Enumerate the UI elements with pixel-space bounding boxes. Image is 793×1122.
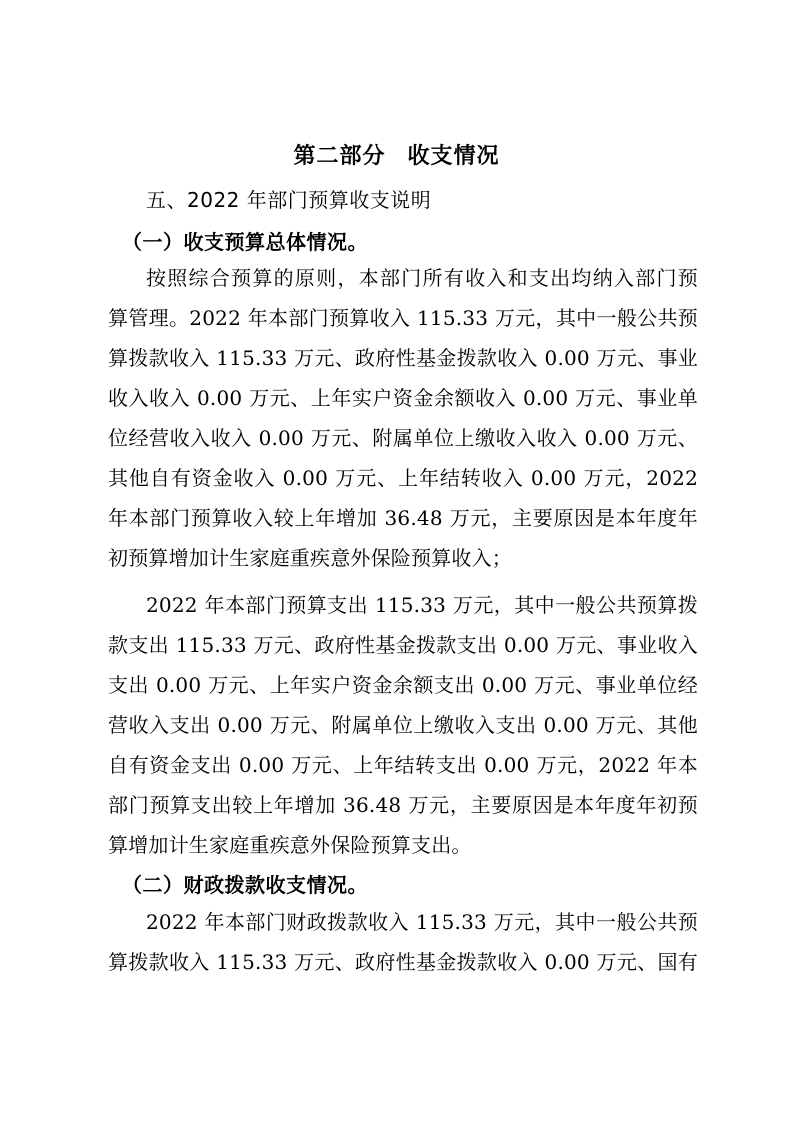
paragraph-1-line: 年本部门预算收入较上年增加 36.48 万元，主要原因是本年度年 bbox=[108, 506, 698, 530]
paragraph-1-line: 初预算增加计生家庭重疾意外保险预算收入； bbox=[108, 546, 512, 570]
section-heading: 五、2022 年部门预算收支说明 bbox=[146, 188, 432, 212]
paragraph-2-line: 算增加计生家庭重疾意外保险预算支出。 bbox=[108, 833, 472, 857]
paragraph-1-line: 算拨款收入 115.33 万元、政府性基金拨款收入 0.00 万元、事业 bbox=[108, 346, 698, 370]
title-part: 第二部分 bbox=[293, 143, 386, 169]
paragraph-2-line: 款支出 115.33 万元、政府性基金拨款支出 0.00 万元、事业收入 bbox=[108, 633, 698, 657]
paragraph-2-line: 自有资金支出 0.00 万元、上年结转支出 0.00 万元，2022 年本 bbox=[108, 753, 698, 777]
paragraph-3-line: 算拨款收入 115.33 万元、政府性基金拨款收入 0.00 万元、国有 bbox=[108, 950, 698, 974]
paragraph-2-line: 营收入支出 0.00 万元、附属单位上缴收入支出 0.00 万元、其他 bbox=[108, 713, 698, 737]
paragraph-2-line: 支出 0.00 万元、上年实户资金余额支出 0.00 万元、事业单位经 bbox=[108, 673, 698, 697]
page-title bbox=[0, 138, 793, 174]
paragraph-1-line: 收入收入 0.00 万元、上年实户资金余额收入 0.00 万元、事业单 bbox=[108, 386, 698, 410]
subsection-heading-1: （一）收支预算总体情况。 bbox=[122, 230, 368, 254]
paragraph-2-line: 部门预算支出较上年增加 36.48 万元，主要原因是本年度年初预 bbox=[108, 793, 698, 817]
paragraph-1-line: 按照综合预算的原则，本部门所有收入和支出均纳入部门预 bbox=[146, 266, 698, 290]
paragraph-2-line: 2022 年本部门预算支出 115.33 万元，其中一般公共预算拨 bbox=[146, 593, 698, 617]
title-name: 收支情况 bbox=[407, 143, 500, 169]
paragraph-3-line: 2022 年本部门财政拨款收入 115.33 万元，其中一般公共预 bbox=[146, 910, 698, 934]
paragraph-1-line: 算管理。2022 年本部门预算收入 115.33 万元，其中一般公共预 bbox=[108, 306, 698, 330]
paragraph-1-line: 位经营收入收入 0.00 万元、附属单位上缴收入收入 0.00 万元、 bbox=[108, 426, 698, 450]
paragraph-1-line: 其他自有资金收入 0.00 万元、上年结转收入 0.00 万元，2022 bbox=[108, 466, 698, 490]
subsection-heading-2: （二）财政拨款收支情况。 bbox=[122, 873, 368, 897]
